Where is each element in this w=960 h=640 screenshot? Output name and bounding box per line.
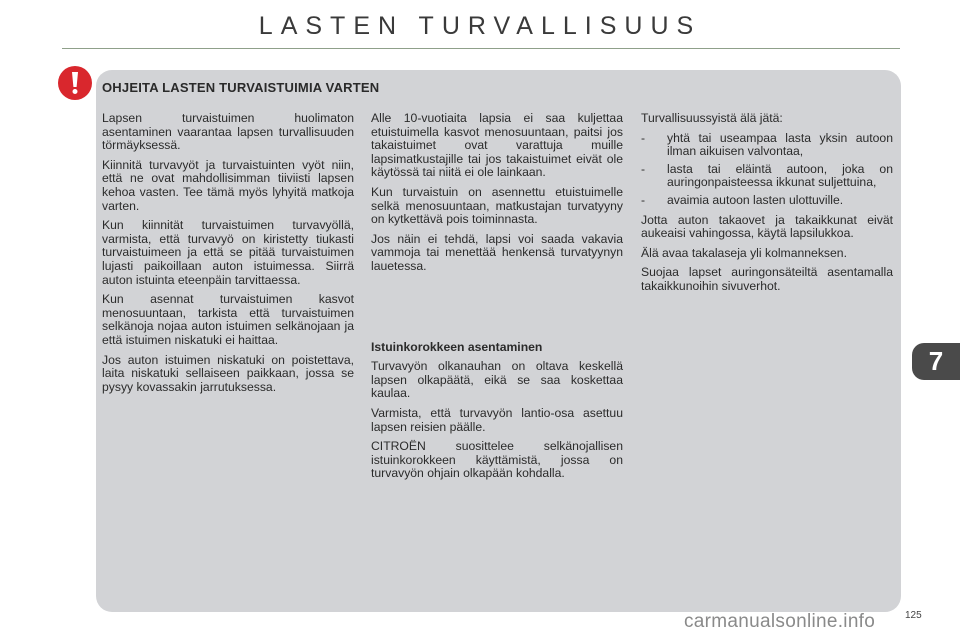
column-1	[102, 112, 354, 400]
paragraph: Turvavyön olkanauhan on oltava keskellä lapsen olkapäätä, eikä se saa koskettaa kaulaa.	[371, 359, 623, 401]
list-item	[641, 132, 893, 159]
list-item	[641, 163, 893, 190]
paragraph: Älä avaa takalaseja yli kolmanneksen.	[641, 245, 847, 260]
list-marker: -	[641, 161, 646, 176]
paragraph: Jos näin ei tehdä, lapsi voi saada vakavia vammoja tai menettää henkensä turvatyynyn lauetessa.	[371, 231, 623, 273]
list-item-text: avaimia autoon lasten ulottuville.	[667, 192, 844, 207]
paragraph: Varmista, että turvavyön lantio-osa asettuu lapsen reisien päälle.	[371, 405, 623, 434]
list-item-text: yhtä tai useampaa lasta yksin autoon ilman aikuisen valvontaa,	[667, 130, 893, 159]
watermark: carmanualsonline.info	[684, 611, 876, 632]
list-marker: -	[641, 130, 646, 145]
title-divider	[62, 48, 900, 49]
subheading-booster-seat: Istuinkorokkeen asentaminen	[371, 339, 543, 354]
paragraph: Jos auton istuimen niskatuki on poistettava, laita niskatuki sellaiseen paikkaan, jossa se pysyy kovassakin jarrutuksessa.	[102, 352, 354, 394]
section-heading: OHJEITA LASTEN TURVAISTUIMIA VARTEN	[102, 80, 380, 95]
paragraph: Alle 10-vuotiaita lapsia ei saa kuljettaa etuistuimella kasvot menosuuntaan, paitsi jos takaistuimet ovat varattuja muille lapsimatkustajille tai jos takaistuimet eivät ole käytössä tai niitä ei ole lainkaan.	[371, 111, 623, 180]
column-spacer	[371, 280, 623, 341]
safety-list	[641, 132, 893, 208]
chapter-tab: 7	[912, 343, 960, 380]
paragraph: CITROËN suosittelee selkänojallisen istuinkorokkeen käyttämistä, jossa on turvavyön ohjain olkapään kohdalla.	[371, 439, 623, 481]
column-2	[371, 112, 623, 487]
paragraph: Kun turvaistuin on asennettu etuistuimelle selkä menosuuntaan, matkustajan turvatyyny on kytkettävä pois toiminnasta.	[371, 184, 623, 227]
paragraph: Suojaa lapset auringonsäteiltä asentamalla takaikkunoihin sivuverhot.	[641, 265, 893, 293]
paragraph: Lapsen turvaistuimen huolimaton asentaminen vaarantaa lapsen turvallisuuden törmäyksessä.	[102, 111, 354, 153]
paragraph: Kun asennat turvaistuimen kasvot menosuuntaan, tarkista että turvaistuimen selkänoja nojaa auton istuimen selkänojaan ja että istuimen niskatuki ei haittaa.	[102, 292, 354, 347]
paragraph: Jotta auton takaovet ja takaikkunat eivät aukeaisi vahingossa, käytä lapsilukkoa.	[641, 212, 893, 241]
column-3	[641, 112, 893, 300]
paragraph: Kun kiinnität turvaistuimen turvavyöllä, varmista, että turvavyö on kiristetty tiukasti turvaistuimeen ja että se pitää turvaistuimen lujasti paikoillaan auton istuimessa. Siirrä auton istuinta eteenpäin tarvittaessa.	[102, 218, 354, 287]
page-title: LASTEN TURVALLISUUS	[258, 12, 702, 40]
list-item-text: lasta tai eläintä autoon, joka on auringonpaisteessa ikkunat suljettuina,	[667, 161, 893, 190]
list-marker: -	[641, 192, 646, 207]
list-item	[641, 194, 893, 208]
page-number: 125	[905, 610, 922, 621]
list-intro: Turvallisuussyistä älä jätä:	[641, 111, 783, 125]
exclamation-warning-icon	[58, 66, 92, 100]
paragraph: Kiinnitä turvavyöt ja turvaistuinten vyöt niin, että ne ovat mahdollisimman tiiviisti lapsen kehoa vasten. Tee tämä myös lyhyitä matkoja varten.	[102, 157, 354, 213]
